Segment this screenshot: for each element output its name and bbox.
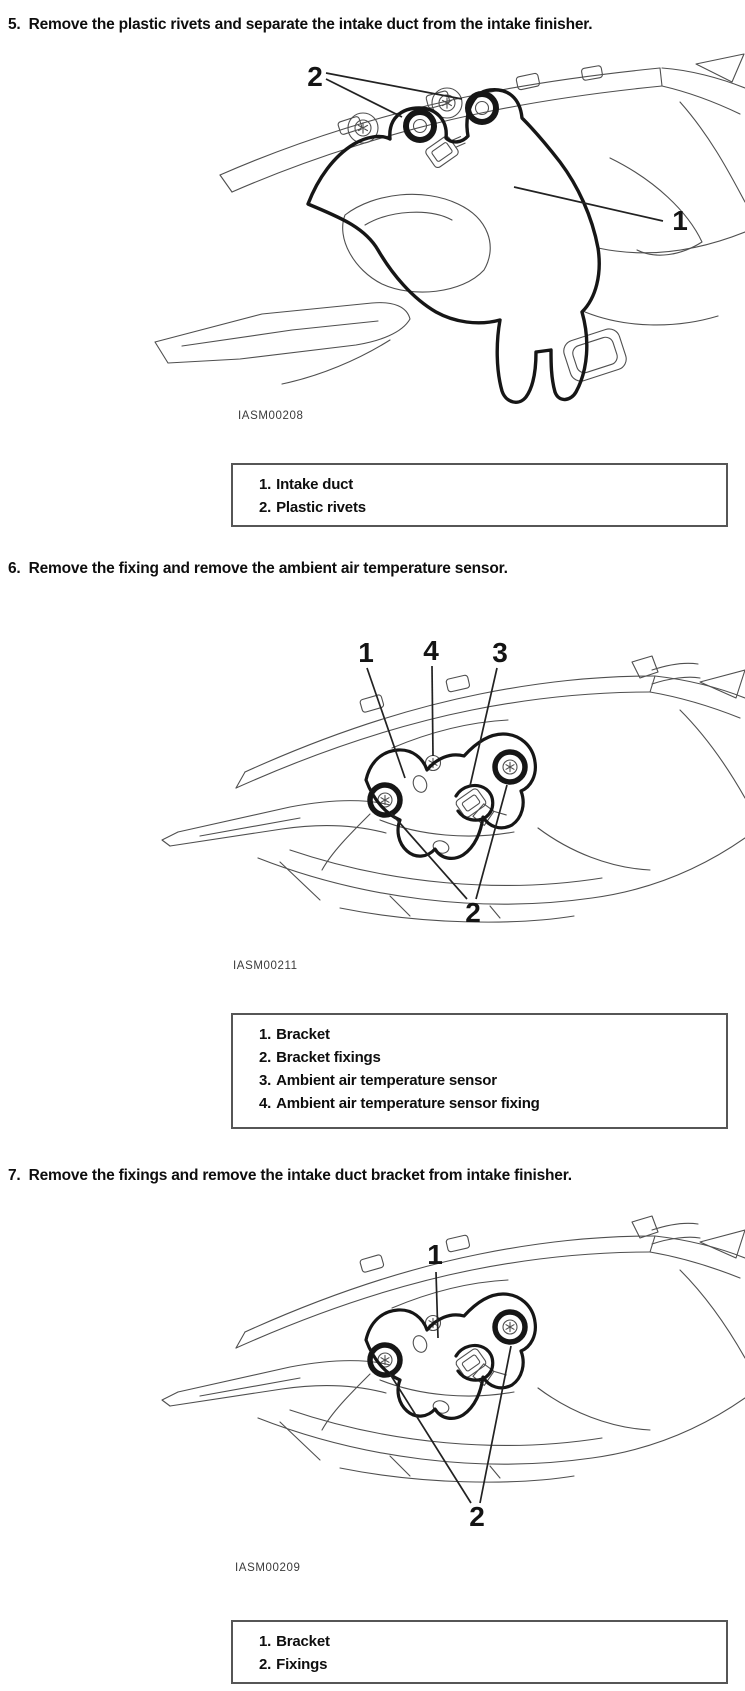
callout-label-2: 2 <box>469 1501 485 1532</box>
figure-code: IASM00211 <box>233 960 298 972</box>
legend-item: 1. Bracket <box>259 1026 330 1043</box>
callout-label-2: 2 <box>307 61 323 92</box>
figure-callouts <box>358 635 508 928</box>
duct-bracket-illustration <box>140 1160 745 1546</box>
figure-callouts <box>307 61 688 236</box>
legend-box <box>231 1620 728 1684</box>
callout-label-1: 1 <box>358 637 374 668</box>
legend-box <box>231 463 728 527</box>
figure-intake-duct <box>140 40 745 412</box>
callout-label-4: 4 <box>423 635 439 666</box>
step-number: 6. <box>8 560 21 577</box>
legend-item: 3. Ambient air temperature sensor <box>259 1072 497 1089</box>
legend-box <box>231 1013 728 1129</box>
legend-item: 1. Bracket <box>259 1633 330 1650</box>
intake-finisher-line-art <box>162 1216 745 1482</box>
plastic-rivet-icon <box>406 112 434 140</box>
step-5-instruction <box>8 16 728 34</box>
callout-label-1: 1 <box>672 205 688 236</box>
intake-finisher-line-art <box>162 656 745 922</box>
legend-item: 2. Fixings <box>259 1656 328 1673</box>
legend-item: 2. Plastic rivets <box>259 499 366 516</box>
step-text: Remove the fixings and remove the intake duct bracket from intake finisher. <box>28 1167 572 1184</box>
step-text: Remove the fixing and remove the ambient air temperature sensor. <box>28 560 508 577</box>
figure-ambient-sensor <box>140 600 745 932</box>
step-number: 7. <box>8 1167 21 1184</box>
plastic-rivet-icon <box>468 94 496 122</box>
callout-label-3: 3 <box>492 637 508 668</box>
socket-line-art <box>561 326 629 384</box>
legend-item: 1. Intake duct <box>259 476 354 493</box>
ambient-sensor-illustration <box>140 600 745 932</box>
step-text: Remove the plastic rivets and separate the intake duct from the intake finisher. <box>28 16 593 33</box>
legend-item: 2. Bracket fixings <box>259 1049 381 1066</box>
callout-label-2: 2 <box>465 897 481 928</box>
figure-code: IASM00209 <box>235 1562 301 1574</box>
legend-item: 4. Ambient air temperature sensor fixing <box>259 1095 540 1112</box>
intake-duct-illustration <box>140 40 745 412</box>
step-number: 5. <box>8 16 21 33</box>
intake-duct-outline <box>308 90 599 402</box>
figure-duct-bracket <box>140 1160 745 1546</box>
step-6-instruction <box>8 560 728 578</box>
callout-label-1: 1 <box>427 1239 443 1270</box>
figure-code: IASM00208 <box>238 410 304 422</box>
